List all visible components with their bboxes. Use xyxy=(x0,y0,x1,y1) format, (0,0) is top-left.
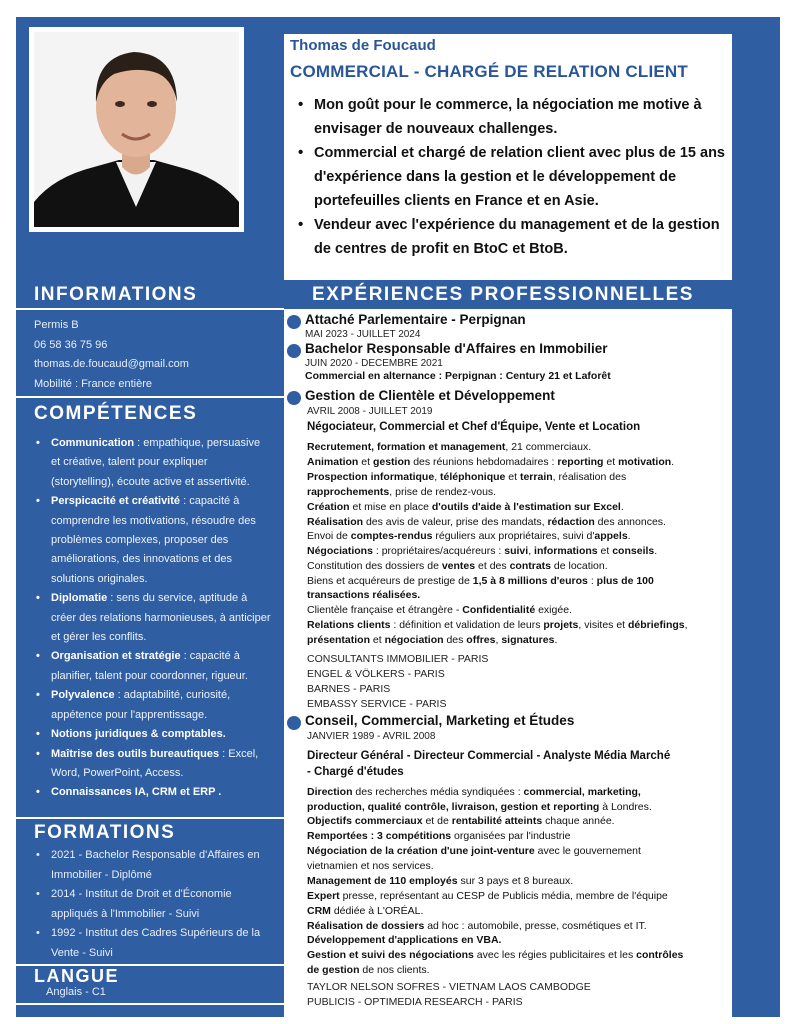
experience-line: Expert presse, représentant au CESP de Publicis média, membre de l'équipe xyxy=(307,890,668,902)
experience-line: transactions réalisées. xyxy=(307,589,421,601)
experience-line: Prospection informatique, téléphonique et terrain, réalisation des xyxy=(307,471,627,483)
formations-list xyxy=(34,846,278,964)
informations-block xyxy=(34,316,189,394)
experience-line: production, qualité contrôle, livraison, gestion et reporting à Londres. xyxy=(307,801,652,813)
experience-line: Création et mise en place d'outils d'aide à l'estimation sur Excel. xyxy=(307,501,624,513)
section-divider xyxy=(16,817,284,819)
experience-title: Bachelor Responsable d'Affaires en Immobilier xyxy=(305,341,608,356)
experience-detail: Commercial en alternance : Perpignan : Century 21 et Laforêt xyxy=(305,370,611,382)
summary-item: • Commercial et chargé de relation client avec plus de 15 ans d'expérience dans la gestion et le développement de portefeuilles clients en France et en Asie. xyxy=(296,141,734,213)
experience-line: Constitution des dossiers de ventes et des contrats de location. xyxy=(307,560,608,572)
experience-role: - Chargé d'études xyxy=(307,766,404,778)
company-name: TAYLOR NELSON SOFRES - VIETNAM LAOS CAMBODGE xyxy=(307,981,591,993)
experience-line: Envoi de comptes-rendus réguliers aux propriétaires, suivi d'appels. xyxy=(307,530,631,542)
competence-item: • Maîtrise des outils bureautiques : Excel, Word, PowerPoint, Access. xyxy=(34,745,272,784)
experience-date: MAI 2023 - JUILLET 2024 xyxy=(305,329,421,340)
competence-item: • Connaissances IA, CRM et ERP . xyxy=(34,783,272,802)
experience-line: Recrutement, formation et management, 21 commerciaux. xyxy=(307,441,592,453)
summary-item: • Mon goût pour le commerce, la négociation me motive à envisager de nouveaux challenges. xyxy=(296,93,734,141)
competence-item: • Diplomatie : sens du service, aptitude à créer des relations harmonieuses, à anticiper et gérer les conflits. xyxy=(34,589,272,647)
experience-line: rapprochements, prise de rendez-vous. xyxy=(307,486,497,498)
competence-item: • Perspicacité et créativité : capacité à comprendre les motivations, résoudre des problèmes complexes, proposer des améliorations, des innovations et des solutions originales. xyxy=(34,492,272,589)
experience-line: présentation et négociation des offres, signatures. xyxy=(307,634,558,646)
experience-role: Négociateur, Commercial et Chef d'Équipe, Vente et Location xyxy=(307,421,641,433)
candidate-name: Thomas de Foucaud xyxy=(290,37,436,54)
job-title: COMMERCIAL - CHARGÉ DE RELATION CLIENT xyxy=(290,62,688,81)
email-text: thomas.de.foucaud@gmail.com xyxy=(34,358,189,371)
experience-title: Gestion de Clientèle et Développement xyxy=(305,388,555,403)
company-name: PUBLICIS - OPTIMEDIA RESEARCH - PARIS xyxy=(307,996,523,1008)
experience-line: Objectifs commerciaux et de rentabilité atteints chaque année. xyxy=(307,815,615,827)
experience-date: JANVIER 1989 - AVRIL 2008 xyxy=(307,731,436,742)
experience-line: Direction des recherches média syndiquées : commercial, marketing, xyxy=(307,786,641,798)
informations-heading: INFORMATIONS xyxy=(34,284,198,305)
formations-heading: FORMATIONS xyxy=(34,822,176,843)
company-name: EMBASSY SERVICE - PARIS xyxy=(307,698,447,710)
competence-item: • Notions juridiques & comptables. xyxy=(34,725,272,744)
experience-line: Animation et gestion des réunions hebdomadaires : reporting et motivation. xyxy=(307,456,675,468)
formation-item: • 2014 - Institut de Droit et d'Économie appliqués à l'Immobilier - Suivi xyxy=(34,885,278,924)
experience-line: Clientèle française et étrangère - Confidentialité exigée. xyxy=(307,604,572,616)
experience-line: Biens et acquéreurs de prestige de 1,5 à 8 millions d'euros : plus de 100 xyxy=(307,575,654,587)
competences-heading: COMPÉTENCES xyxy=(34,403,198,424)
company-name: BARNES - PARIS xyxy=(307,683,391,695)
experience-line: Gestion et suivi des négociations avec les régies publicitaires et les contrôles xyxy=(307,949,684,961)
langue-value: Anglais - C1 xyxy=(46,986,106,998)
timeline-dot xyxy=(287,315,301,329)
experience-line: Négociation de la création d'une joint-venture avec le gouvernement xyxy=(307,845,641,857)
experience-line: vietnamien et nos services. xyxy=(307,860,434,872)
experience-line: Management de 110 employés sur 3 pays et 8 bureaux. xyxy=(307,875,574,887)
experience-date: AVRIL 2008 - JUILLET 2019 xyxy=(307,406,433,417)
competence-item: • Organisation et stratégie : capacité à planifier, talent pour coordonner, rigueur. xyxy=(34,647,272,686)
experience-line: Réalisation de dossiers ad hoc : automobile, presse, cosmétiques et IT. xyxy=(307,920,647,932)
timeline-dot xyxy=(287,716,301,730)
summary-item: • Vendeur avec l'expérience du management et de la gestion de centres de profit en BtoC et BtoB. xyxy=(296,213,734,261)
formation-item: • 1992 - Institut des Cadres Supérieurs de la Vente - Suivi xyxy=(34,924,278,963)
formation-item: • 2021 - Bachelor Responsable d'Affaires en Immobilier - Diplômé xyxy=(34,846,278,885)
experience-title: Conseil, Commercial, Marketing et Études xyxy=(305,713,575,728)
experience-date: JUIN 2020 - DECEMBRE 2021 xyxy=(305,358,443,369)
experience-line: de gestion de nos clients. xyxy=(307,964,430,976)
timeline-dot xyxy=(287,344,301,358)
competences-list xyxy=(34,434,272,803)
experience-title: Attaché Parlementaire - Perpignan xyxy=(305,312,526,327)
experience-line: Remportées : 3 compétitions organisées par l'industrie xyxy=(307,830,571,842)
permis-text: Permis B xyxy=(34,319,79,331)
profile-photo-frame xyxy=(29,27,244,232)
competence-item: • Communication : empathique, persuasive et créative, talent pour expliquer (storytelling), écoute active et assertivité. xyxy=(34,434,272,492)
company-name: CONSULTANTS IMMOBILIER - PARIS xyxy=(307,653,489,665)
competence-item: • Polyvalence : adaptabilité, curiosité, appétence pour l'apprentissage. xyxy=(34,686,272,725)
profile-photo xyxy=(34,32,239,227)
timeline-dot xyxy=(287,391,301,405)
section-divider xyxy=(16,396,284,398)
experience-line: Négociations : propriétaires/acquéreurs : suivi, informations et conseils. xyxy=(307,545,658,557)
summary-list xyxy=(296,93,734,261)
experience-line: Réalisation des avis de valeur, prise des mandats, rédaction des annonces. xyxy=(307,516,666,528)
section-divider xyxy=(16,308,284,310)
mobilite-text: Mobilité : France entière xyxy=(34,377,152,390)
langue-heading: LANGUE xyxy=(34,966,119,986)
phone-text: 06 58 36 75 96 xyxy=(34,338,108,351)
company-name: ENGEL & VÖLKERS - PARIS xyxy=(307,668,445,680)
experience-line: CRM dédiée à L'ORÉAL. xyxy=(307,905,424,917)
experience-line: Relations clients : définition et validation de leurs projets, visites et débriefings, xyxy=(307,619,688,631)
experience-role: Directeur Général - Directeur Commercial - Analyste Média Marché xyxy=(307,750,671,762)
experience-line: Développement d'applications en VBA. xyxy=(307,934,502,946)
section-divider xyxy=(16,1003,284,1005)
experiences-heading: EXPÉRIENCES PROFESSIONNELLES xyxy=(312,284,694,305)
